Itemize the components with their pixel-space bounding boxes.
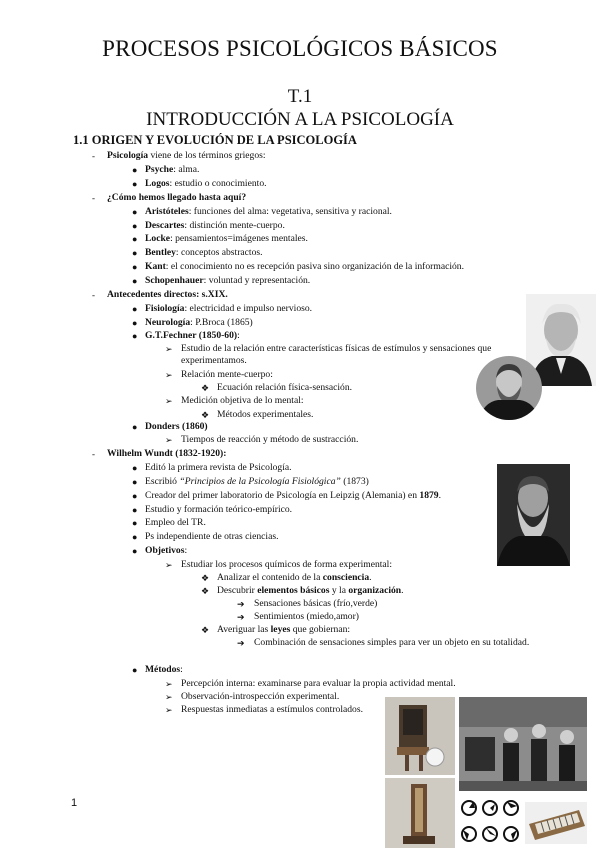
metodo-percepcion: Percepción interna: examinarse para evaluar la propia actividad mental. [181,678,456,689]
dot-bullet: ● [132,331,138,341]
fisiologia-line: Fisiología: electricidad e impulso nervioso. [145,303,313,314]
wundt-heading: Wilhelm Wundt (1832-1920): [107,448,227,459]
dot-bullet: ● [132,665,138,675]
objetivos-line: Objetivos: [145,545,188,556]
dot-bullet: ● [132,179,138,189]
fechner-item-estudio: Estudio de la relación entre características físicas de estímulos y sensaciones que experimentamos. [181,343,492,366]
dot-bullet: ● [132,318,138,328]
fechner-line: G.T.Fechner (1850-60): [145,330,240,341]
page-number: 1 [71,797,78,809]
dot-bullet: ● [132,221,138,231]
dot-bullet: ● [132,532,138,542]
dot-bullet: ● [132,518,138,528]
dot-bullet: ● [132,546,138,556]
arrow-bullet: ➢ [165,396,173,406]
dot-bullet: ● [132,165,138,175]
arrow-bullet: ➢ [165,692,173,702]
donders-line: Donders (1860) [145,421,208,432]
section-heading: 1.1 ORIGEN Y EVOLUCIÓN DE LA PSICOLOGÍA [73,133,357,147]
wundt-item-estudio: Estudio y formación teórico-empírico. [145,504,293,515]
dash-bullet: - [92,151,95,161]
laboratory-group-photo [459,697,587,791]
tema-number: T.1 [287,86,313,107]
dot-bullet: ● [132,207,138,217]
wundt-item-revista: Editó la primera revista de Psicología. [145,462,292,473]
antecedentes-heading: Antecedentes directos: s.XIX. [107,289,228,300]
keyboard-instrument-photo [525,802,587,844]
objetivo-combinacion: Combinación de sensaciones simples para ver un objeto en su totalidad. [254,637,530,648]
fechner-subitem-metodos: Métodos experimentales. [217,409,314,420]
donders-portrait [476,356,542,420]
arrow-bullet: ➢ [165,435,173,445]
dot-bullet: ● [132,234,138,244]
metodos-line: Métodos: [145,664,183,675]
fechner-subitem-ecuacion: Ecuación relación física-sensación. [217,382,353,393]
dash-bullet: - [92,449,95,459]
thin-arrow-bullet: ➔ [237,612,245,622]
objetivo-sentimientos: Sentimientos (miedo,amor) [254,611,359,622]
diamond-bullet: ❖ [201,625,210,635]
arrow-bullet: ➢ [165,705,173,715]
diamond-bullet: ❖ [201,410,210,420]
objetivo-elementos: Descubrir elementos básicos y la organización. [217,585,404,596]
page-title: PROCESOS PSICOLÓGICOS BÁSICOS [102,36,498,61]
fechner-item-relacion: Relación mente-cuerpo: [181,369,273,380]
dot-bullet: ● [132,505,138,515]
locke-line: Locke: pensamientos=imágenes mentales. [145,233,308,244]
diamond-bullet: ❖ [201,383,210,393]
arrow-bullet: ➢ [165,370,173,380]
chapter-subtitle: INTRODUCCIÓN A LA PSICOLOGÍA [146,109,454,130]
metodo-observacion: Observación-introspección experimental. [181,691,340,702]
wundt-item-escribio: Escribió “Principios de la Psicología Fisiológica” (1873) [145,476,369,487]
donders-item: Tiempos de reacción y método de sustracción. [181,434,359,445]
dot-bullet: ● [132,477,138,487]
wundt-item-tr: Empleo del TR. [145,517,206,528]
instrument-photo [385,697,455,775]
thin-arrow-bullet: ➔ [237,599,245,609]
psyche-line: Psyche: alma. [145,164,200,175]
thin-arrow-bullet: ➔ [237,638,245,648]
objetivo-sensaciones: Sensaciones básicas (frío,verde) [254,598,378,609]
metronome-instrument-photo [385,778,455,848]
arrow-bullet: ➢ [165,679,173,689]
metodo-respuestas: Respuestas inmediatas a estímulos controlados. [181,704,363,715]
schopenhauer-line: Schopenhauer: voluntad y representación. [145,275,311,286]
arrow-bullet: ➢ [165,560,173,570]
psicologia-line: Psicología viene de los términos griegos: [107,150,266,161]
objetivo-consciencia: Analizar el contenido de la consciencia. [217,572,372,583]
kant-line: Kant: el conocimiento no es recepción pasiva sino organización de la información. [145,261,464,272]
fechner-item-medicion: Medición objetiva de lo mental: [181,395,304,406]
dot-bullet: ● [132,463,138,473]
wundt-portrait [497,464,570,566]
objetivo-leyes: Averiguar las leyes que gobiernan: [217,624,351,635]
dot-bullet: ● [132,248,138,258]
bentley-line: Bentley: conceptos abstractos. [145,247,263,258]
historia-heading: ¿Cómo hemos llegado hasta aquí? [107,192,247,203]
diamond-bullet: ❖ [201,586,210,596]
arrow-bullet: ➢ [165,344,173,354]
wundt-item-ps: Ps independiente de otras ciencias. [145,531,279,542]
descartes-line: Descartes: distinción mente-cuerpo. [145,220,285,231]
wundt-item-laboratorio: Creador del primer laboratorio de Psicología en Leipzig (Alemania) en 1879. [145,490,441,501]
logos-line: Logos: estudio o conocimiento. [145,178,267,189]
dot-bullet: ● [132,422,138,432]
dot-bullet: ● [132,304,138,314]
dash-bullet: - [92,290,95,300]
diamond-bullet: ❖ [201,573,210,583]
dot-bullet: ● [132,276,138,286]
dash-bullet: - [92,193,95,203]
dot-bullet: ● [132,262,138,272]
objetivo-estudiar: Estudiar los procesos químicos de forma experimental: [181,559,393,570]
aristoteles-line: Aristóteles: funciones del alma: vegetativa, sensitiva y racional. [145,206,392,217]
neurologia-line: Neurología: P.Broca (1865) [145,317,253,328]
optical-patterns-figure [459,796,522,848]
dot-bullet: ● [132,491,138,501]
